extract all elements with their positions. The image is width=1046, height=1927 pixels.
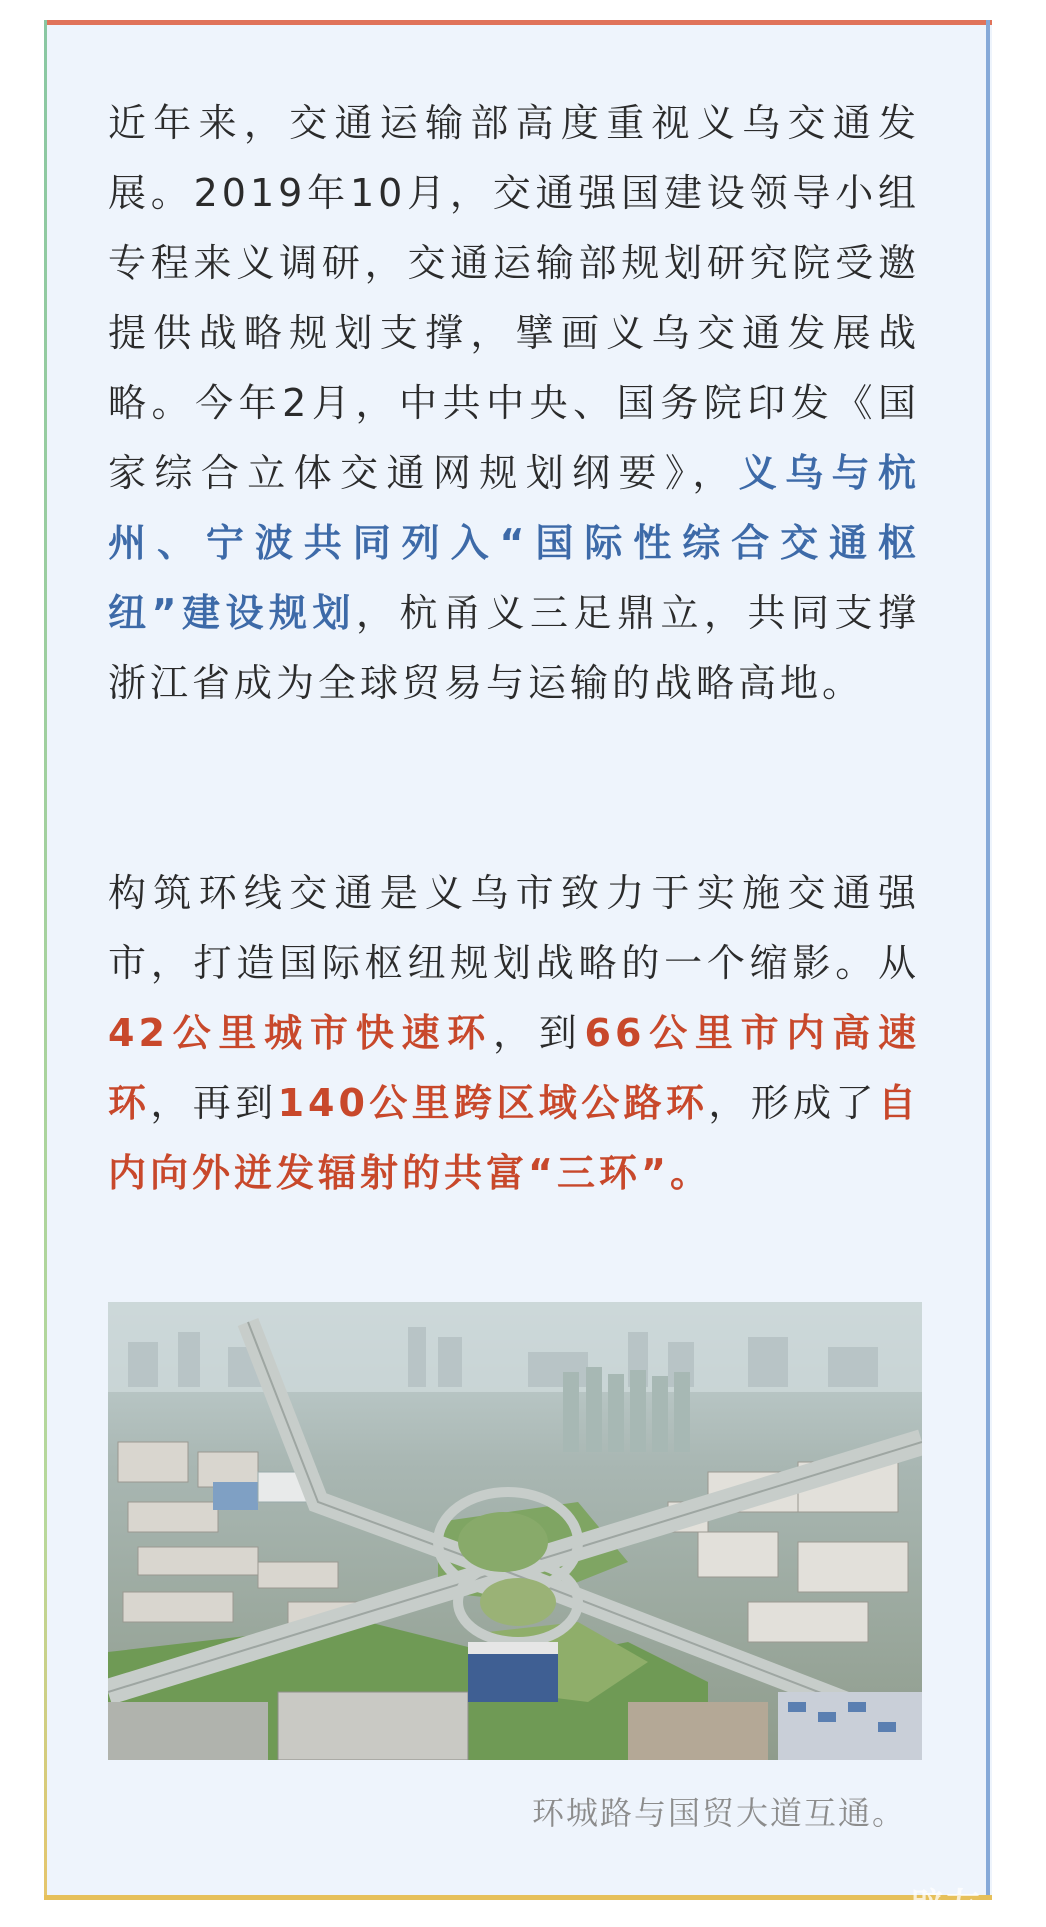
three-rings-highlight: 自内向外迸发辐射的共富“三环”。 [108,1081,920,1195]
paragraph-1-text-end: ，杭甬义三足鼎立，共同支撑浙江省成为全球贸易与运输的战略高地。 [108,591,920,705]
ring-66km-highlight: 66公里市内高速环 [108,1011,920,1125]
ring-140km-highlight: 140公里跨区域公路环 [277,1081,709,1125]
paragraph-1-text: 近年来，交通运输部高度重视义乌交通发展。2019年10月，交通强国建设领导小组专程来义调研，交通运输部规划研究院受邀提供战略规划支撑，擘画义乌交通发展战略。今年2月，中共中央、国务院印发《国家综合立体交通网规划纲要》， [108,101,920,495]
paragraph-1-highlight: 义乌与杭州、宁波共同列入“国际性综合交通枢纽”建设规划 [108,451,920,635]
card-border-bottom [44,1895,992,1900]
watermark-logo: 辟友 [910,1886,982,1926]
paragraph-2-text-3: ，再到 [150,1081,278,1125]
paragraph-1 [108,88,920,718]
photo-caption: 环城路与国贸大道互通。 [531,1794,906,1832]
paragraph-2-text-4: ，形成了 [708,1081,878,1125]
card-border-left [44,20,47,1900]
aerial-interchange-photo [108,1302,922,1760]
paragraph-2-text-2: ，到 [492,1011,585,1055]
ring-42km-highlight: 42公里城市快速环 [108,1011,493,1055]
card-border-right [986,20,990,1900]
card-border-top [44,20,992,25]
paragraph-2-text: 构筑环线交通是义乌市致力于实施交通强市，打造国际枢纽规划战略的一个缩影。从 [108,871,920,985]
paragraph-2 [108,858,920,1208]
